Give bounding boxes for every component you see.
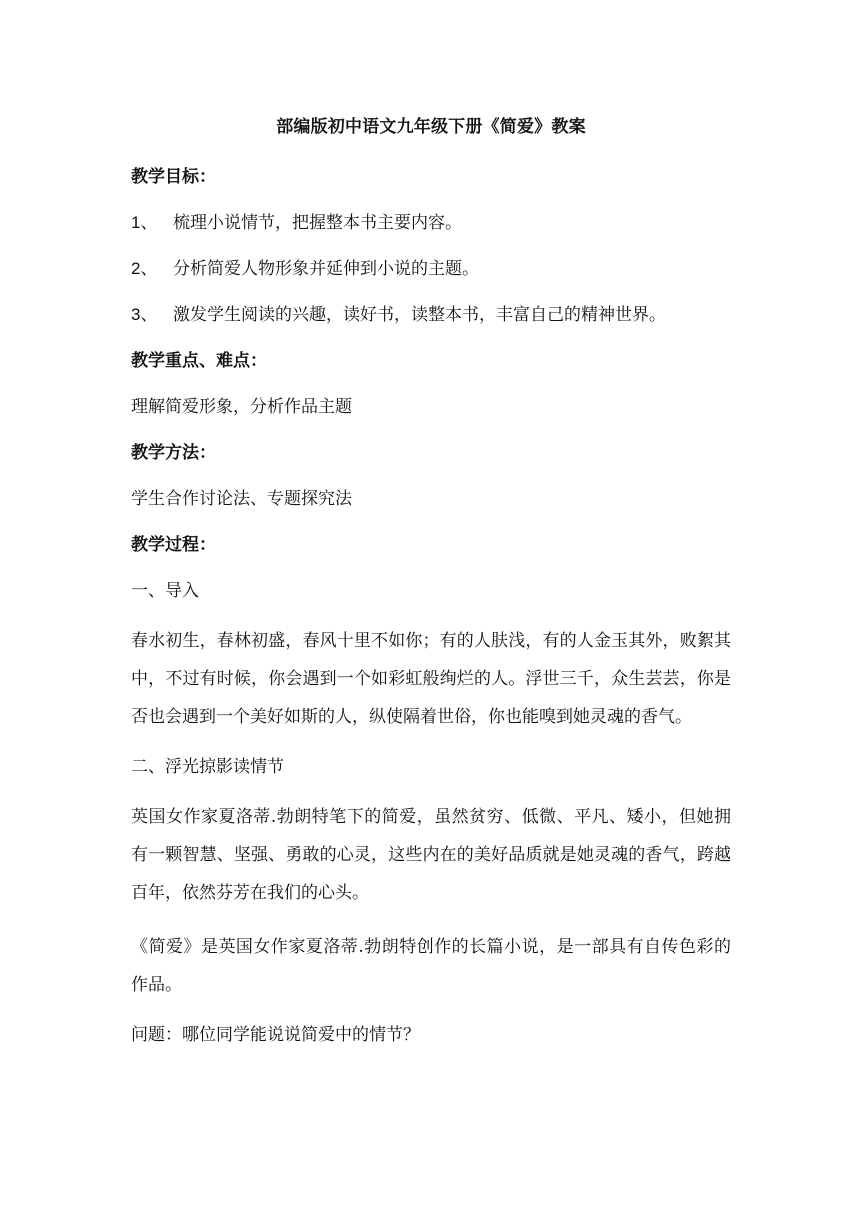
section-2-paragraph-1: 英国女作家夏洛蒂.勃朗特笔下的简爱，虽然贫穷、低微、平凡、矮小，但她拥有一颗智慧、坚强、勇敢的心灵，这些内在的美好品质就是她灵魂的香气，跨越百年，依然芬芳在我们的心头。	[131, 807, 731, 903]
objective-item-2	[131, 254, 731, 284]
key-difficult-text: 理解简爱形象，分析作品主题	[131, 397, 352, 417]
methods-text: 学生合作讨论法、专题探究法	[131, 489, 352, 509]
objective-text-1: 梳理小说情节，把握整本书主要内容。	[173, 213, 462, 233]
section-2-heading: 二、浮光掠影读情节	[131, 757, 284, 777]
objective-item-1	[131, 208, 731, 238]
section-1-heading: 一、导入	[131, 581, 199, 601]
objective-item-3	[131, 300, 731, 330]
objective-number-1: 1、	[131, 213, 158, 232]
objectives-heading: 教学目标：	[131, 167, 216, 187]
process-heading: 教学过程：	[131, 535, 216, 555]
objective-text-2: 分析简爱人物形象并延伸到小说的主题。	[173, 259, 479, 279]
section-1-paragraph: 春水初生，春林初盛，春风十里不如你；有的人肤浅，有的人金玉其外，败絮其中，不过有时候，你会遇到一个如彩虹般绚烂的人。浮世三千，众生芸芸，你是否也会遇到一个美好如斯的人，纵使隔着世俗，你也能嗅到她灵魂的香气。	[131, 631, 731, 727]
section-2-paragraph-2: 《简爱》是英国女作家夏洛蒂.勃朗特创作的长篇小说，是一部具有自传色彩的作品。	[131, 937, 731, 995]
methods-heading: 教学方法：	[131, 443, 216, 463]
document-title: 部编版初中语文九年级下册《简爱》教案	[276, 117, 586, 137]
objective-text-3: 激发学生阅读的兴趣，读好书，读整本书，丰富自己的精神世界。	[173, 305, 666, 325]
question-paragraph: 问题：哪位同学能说说简爱中的情节？	[131, 1025, 420, 1045]
objective-number-3: 3、	[131, 305, 158, 324]
lesson-plan-content	[131, 112, 731, 1066]
key-difficult-heading: 教学重点、难点：	[131, 351, 267, 371]
objective-number-2: 2、	[131, 259, 158, 278]
